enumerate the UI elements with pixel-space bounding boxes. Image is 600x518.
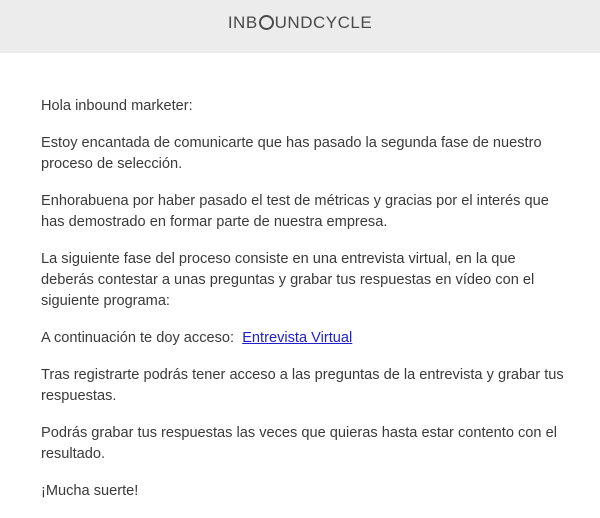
email-header <box>0 0 600 53</box>
paragraph-5: Podrás grabar tus respuestas las veces que quieras hasta estar contento con el resultado. <box>41 425 557 462</box>
paragraph-2: Enhorabuena por haber pasado el test de métricas y gracias por el interés que has demostrado en formar parte de nuestra empresa. <box>41 193 549 230</box>
email-body <box>41 96 571 518</box>
inboundcycle-logo <box>228 13 372 33</box>
logo-text-start: INB <box>227 12 258 32</box>
logo-o-ring-icon <box>259 15 274 30</box>
paragraph-4: Tras registrarte podrás tener acceso a las preguntas de la entrevista y grabar tus respuestas. <box>41 367 564 404</box>
paragraph-1: Estoy encantada de comunicarte que has pasado la segunda fase de nuestro proceso de selección. <box>41 135 542 172</box>
greeting: Hola inbound marketer: <box>41 98 193 114</box>
logo-text-end: UNDCYCLE <box>274 12 373 32</box>
access-paragraph <box>41 328 571 349</box>
virtual-interview-link[interactable]: Entrevista Virtual <box>242 330 353 346</box>
closing: ¡Mucha suerte! <box>41 483 139 499</box>
access-prefix: A continuación te doy acceso: <box>41 330 235 346</box>
paragraph-3: La siguiente fase del proceso consiste en una entrevista virtual, en la que deberás contestar a unas preguntas y grabar tus respuestas en vídeo con el siguiente programa: <box>41 251 535 309</box>
